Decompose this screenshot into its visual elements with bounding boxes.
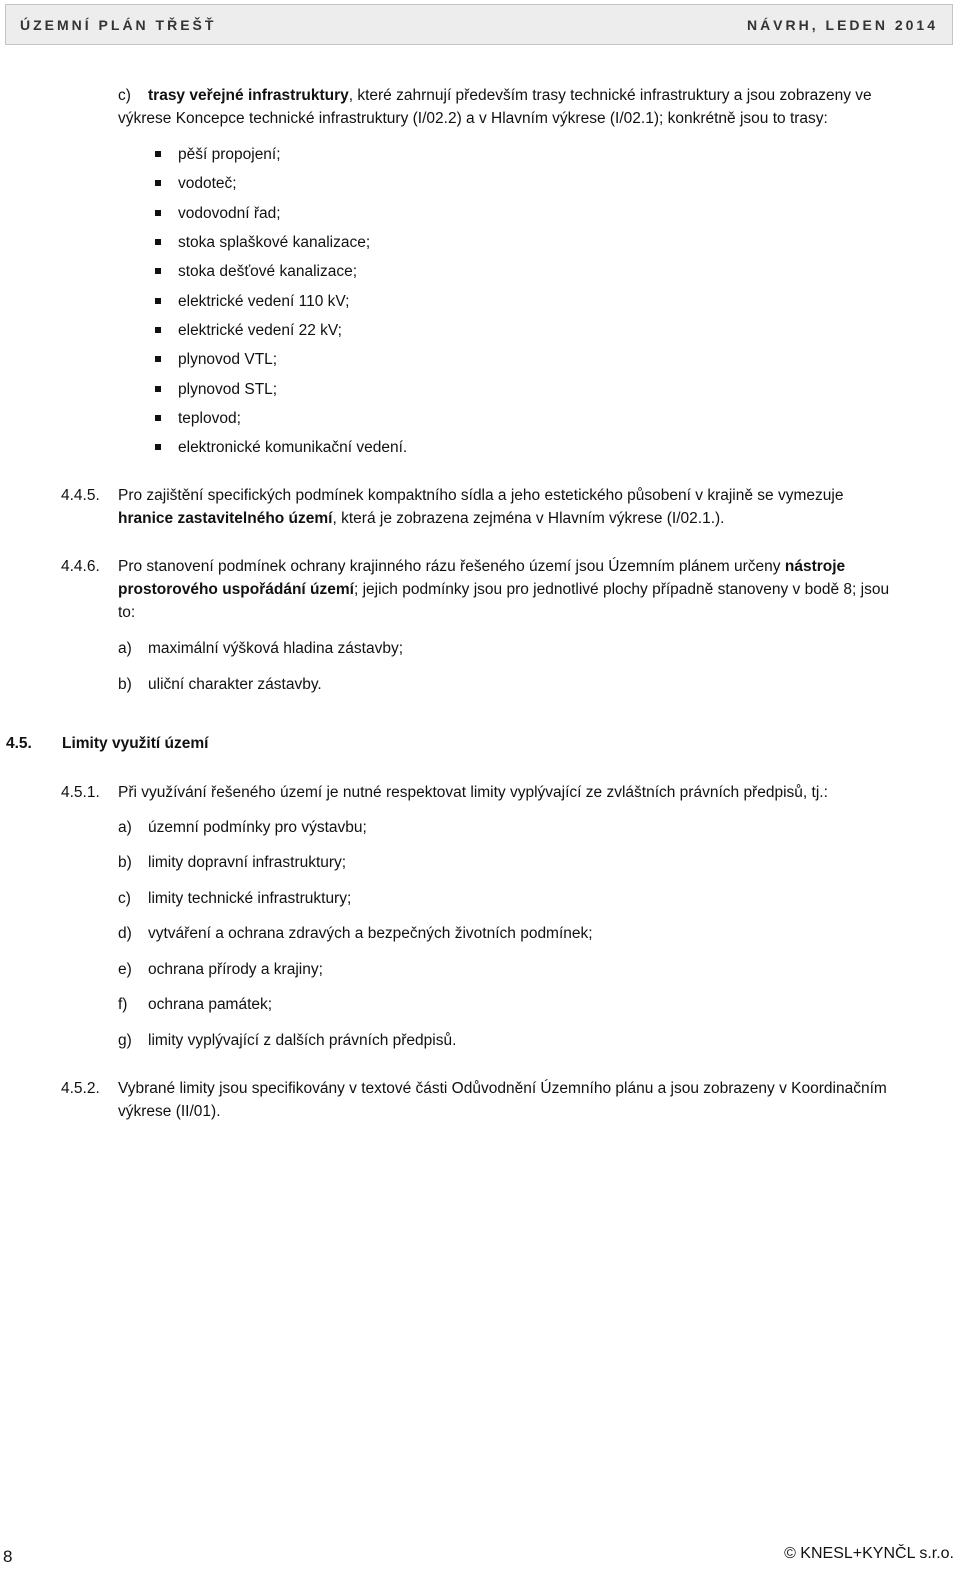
list-item: c) limity technické infrastruktury; (118, 890, 352, 907)
list-item: a) maximální výšková hladina zástavby; (118, 640, 404, 657)
para-451-text: Při využívání řešeného území je nutné respektovat limity vyplývající ze zvláštních právních předpisů, tj.: (118, 784, 828, 801)
bullet-square-icon (155, 386, 161, 392)
para-445-number: 4.4.5. (61, 487, 100, 504)
section-number: 4.5. (6, 735, 32, 752)
para-445-line1: Pro zajištění specifických podmínek kompaktního sídla a jeho estetického působení v krajině se vymezuje (118, 487, 844, 504)
bullet-square-icon (155, 268, 161, 274)
bullet-item: teplovod; (178, 407, 241, 430)
para-452-line2: výkrese (II/01). (118, 1103, 221, 1120)
copyright: © KNESL+KYNČL s.r.o. (784, 1545, 954, 1562)
bullet-item: plynovod VTL; (178, 348, 277, 371)
page-header (5, 4, 953, 45)
para-452-number: 4.5.2. (61, 1080, 100, 1097)
bullet-square-icon (155, 327, 161, 333)
list-item: g) limity vyplývající z dalších právních předpisů. (118, 1032, 457, 1049)
bullet-item: elektrické vedení 110 kV; (178, 290, 349, 313)
para-c-label: c) (118, 87, 131, 104)
header-edition: NÁVRH, LEDEN 2014 (746, 17, 938, 33)
list-item: b) limity dopravní infrastruktury; (118, 854, 347, 871)
bullet-item: elektrické vedení 22 kV; (178, 319, 342, 342)
bullet-item: vodovodní řad; (178, 202, 281, 225)
para-c-line2: výkrese Koncepce technické infrastruktury (I/02.2) a v Hlavním výkrese (I/02.1); konkrétně jsou to trasy: (118, 110, 828, 127)
bullet-square-icon (155, 180, 161, 186)
para-446-line3: to: (118, 604, 136, 621)
bullet-item: elektronické komunikační vedení. (178, 436, 407, 459)
header-title: ÚZEMNÍ PLÁN TŘEŠŤ (20, 17, 217, 33)
para-445-line2: hranice zastavitelného území, která je zobrazena zejména v Hlavním výkrese (I/02.1.). (118, 510, 725, 527)
para-c-bold: trasy veřejné infrastruktury (148, 87, 349, 104)
para-446-number: 4.4.6. (61, 558, 100, 575)
bullet-item: stoka splaškové kanalizace; (178, 231, 370, 254)
bullet-square-icon (155, 415, 161, 421)
bullet-square-icon (155, 356, 161, 362)
bullet-square-icon (155, 444, 161, 450)
list-item: b) uliční charakter zástavby. (118, 676, 322, 693)
para-451-number: 4.5.1. (61, 784, 100, 801)
bullet-item: vodoteč; (178, 172, 237, 195)
list-item: d) vytváření a ochrana zdravých a bezpečných životních podmínek; (118, 925, 593, 942)
bullet-square-icon (155, 210, 161, 216)
list-item: a) územní podmínky pro výstavbu; (118, 819, 367, 836)
bullet-item: plynovod STL; (178, 378, 277, 401)
para-452-line1: Vybrané limity jsou specifikovány v textové části Odůvodnění Územního plánu a jsou zobrazeny v Koordinačním (118, 1080, 887, 1097)
section-title: Limity využití území (62, 735, 209, 752)
para-c-line1-rest: , které zahrnují především trasy technické infrastruktury a jsou zobrazeny ve (348, 87, 872, 104)
page-number: 8 (3, 1547, 13, 1566)
para-446-line1: Pro stanovení podmínek ochrany krajinného rázu řešeného území jsou Územním plánem určeny nástroje (118, 558, 846, 575)
bullet-square-icon (155, 298, 161, 304)
bullet-item: stoka dešťové kanalizace; (178, 260, 357, 283)
para-445-bold: hranice zastavitelného území (118, 510, 333, 527)
list-item: e) ochrana přírody a krajiny; (118, 961, 323, 978)
para-c-line1 (148, 84, 938, 107)
para-446-line2: prostorového uspořádání území; jejich podmínky jsou pro jednotlivé plochy případně stanoveny v bodě 8; jsou (118, 581, 890, 598)
bullet-square-icon (155, 239, 161, 245)
list-item: f) ochrana památek; (118, 996, 273, 1013)
bullet-square-icon (155, 151, 161, 157)
bullet-item: pěší propojení; (178, 143, 281, 166)
